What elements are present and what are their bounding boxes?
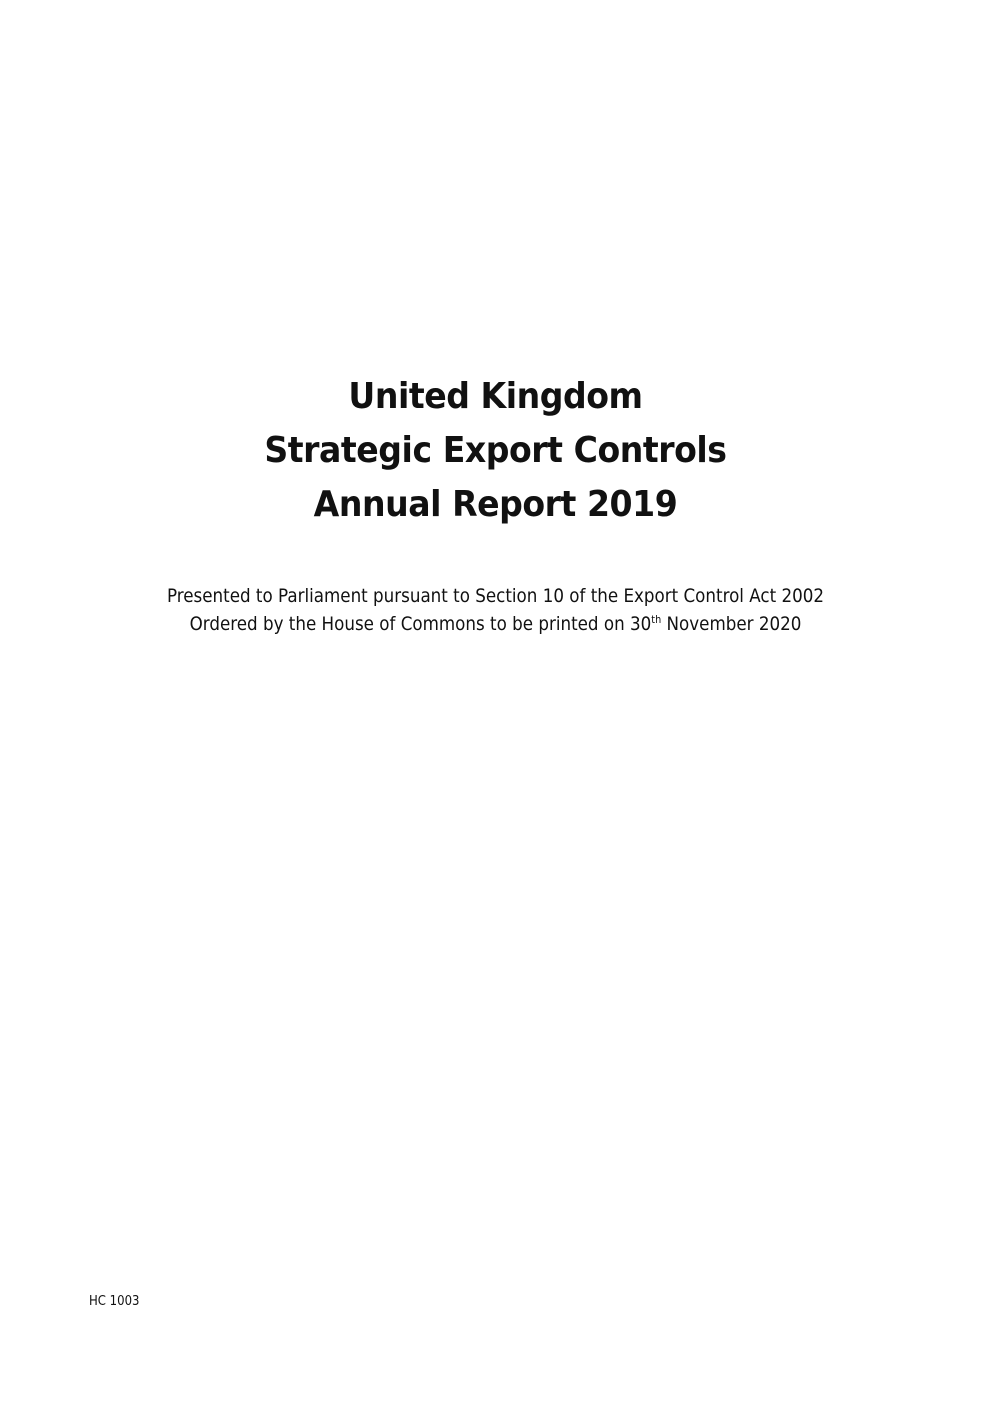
title-line-3: Annual Report 2019 xyxy=(313,484,678,525)
presentation-statement xyxy=(0,582,991,638)
ordered-text: Ordered by the House of Commons to be printed on 30 xyxy=(189,613,652,635)
document-title xyxy=(0,370,991,532)
ordinal-suffix: th xyxy=(651,613,662,626)
ordered-date-text: November 2020 xyxy=(661,613,802,635)
title-line-2: Strategic Export Controls xyxy=(264,430,727,471)
title-line-1: United Kingdom xyxy=(348,376,643,417)
ordered-to-be-printed-line xyxy=(59,610,931,638)
hc-number: HC 1003 xyxy=(89,1294,140,1309)
presented-to-parliament-line: Presented to Parliament pursuant to Section 10 of the Export Control Act 2002 xyxy=(166,585,825,607)
